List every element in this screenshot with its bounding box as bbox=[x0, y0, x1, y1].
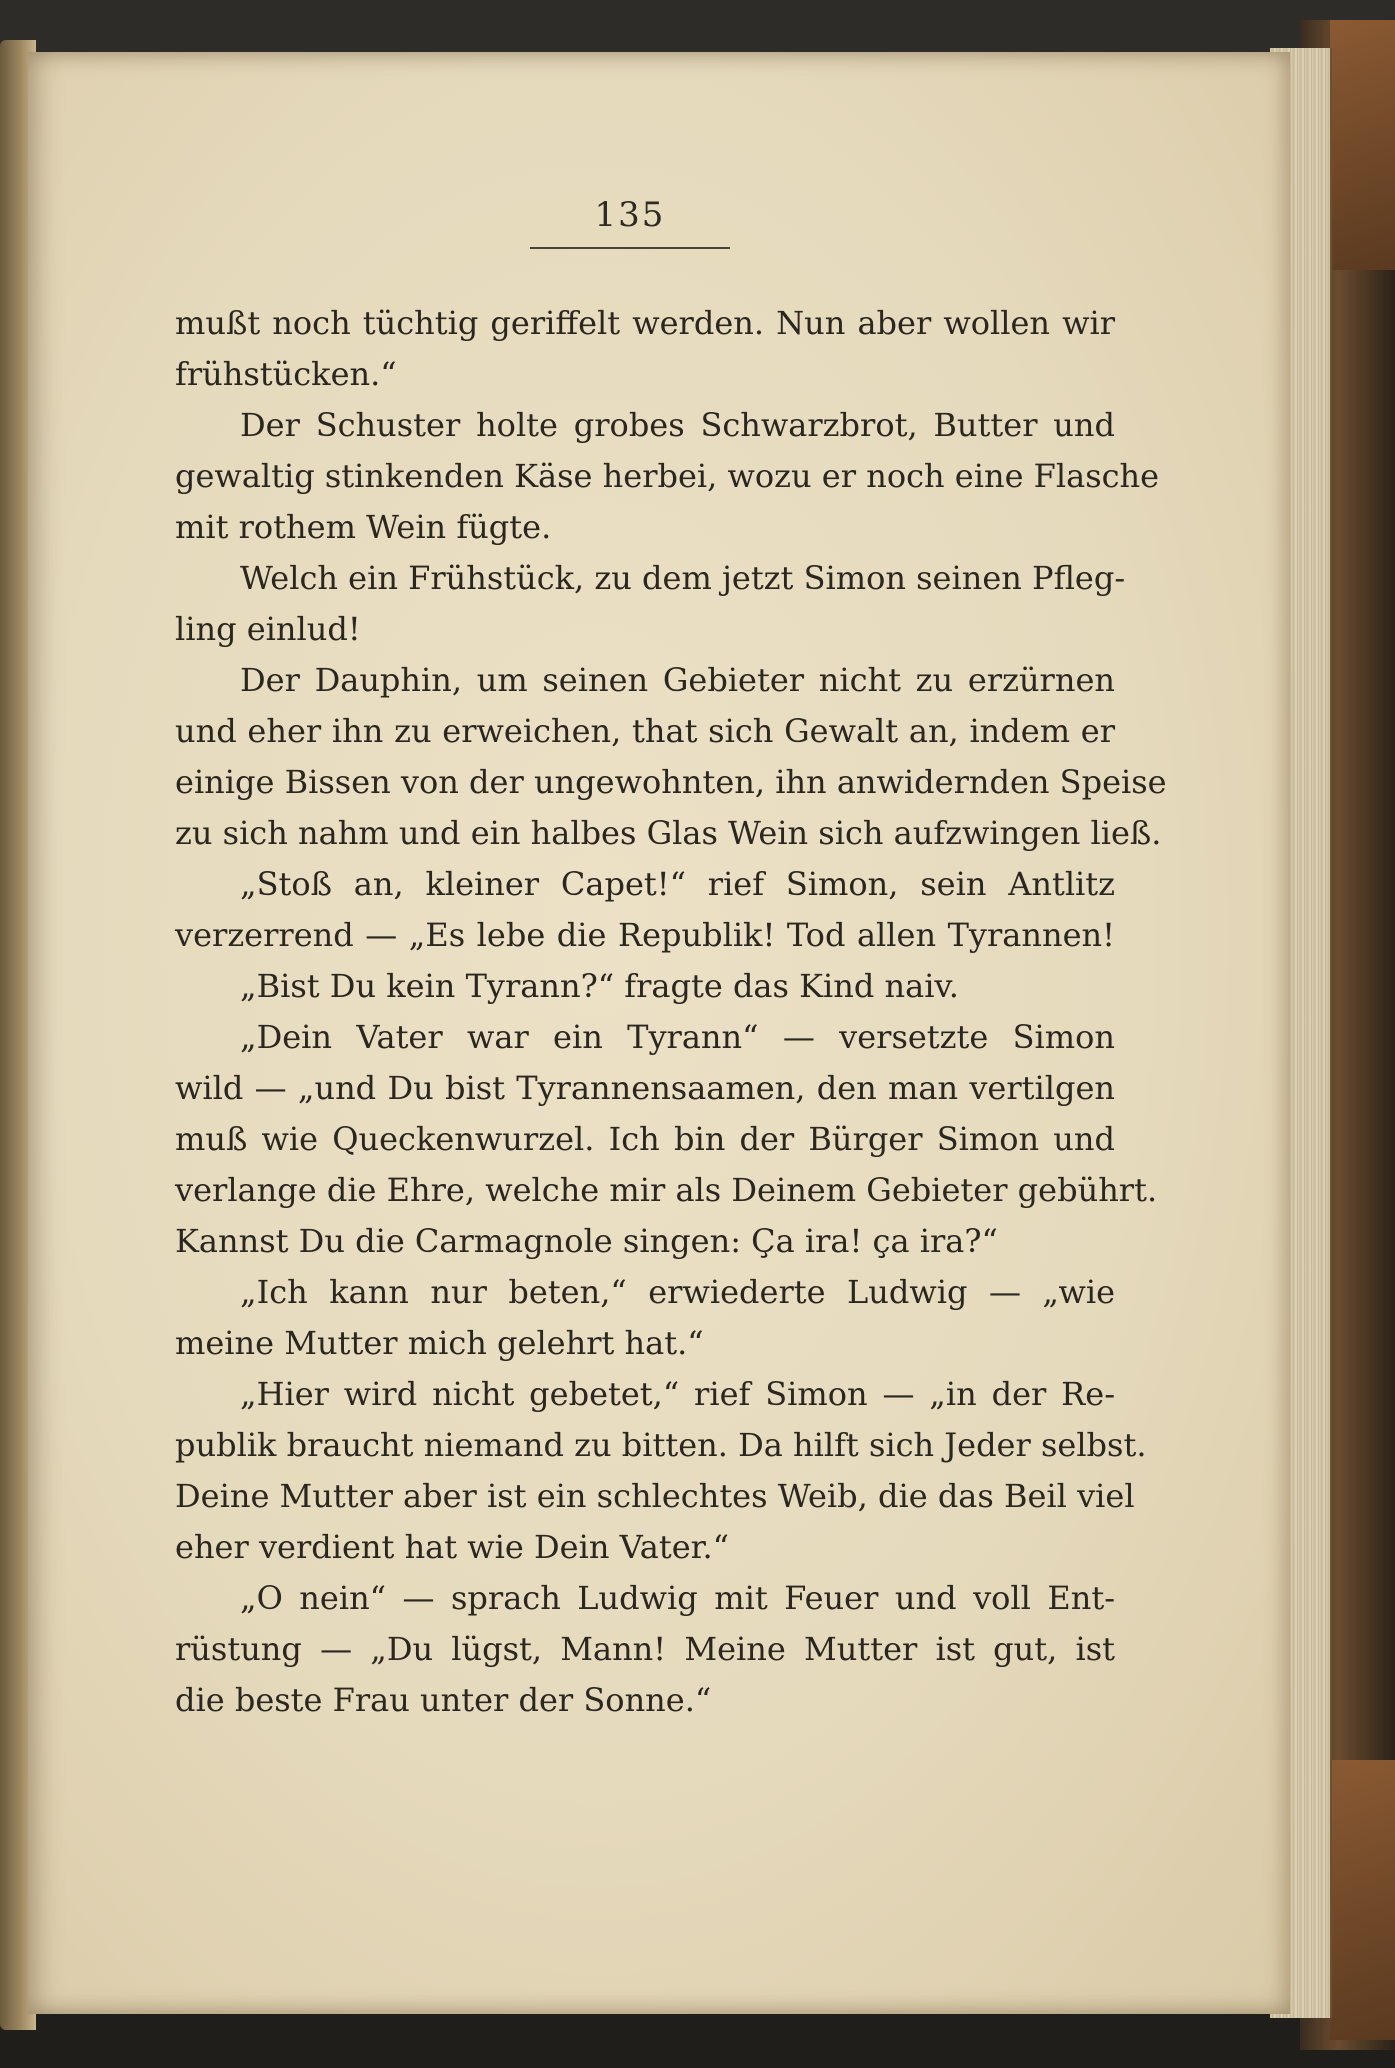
text-line: meine Mutter mich gelehrt hat.“ bbox=[175, 1324, 704, 1362]
text-line: Deine Mutter aber ist ein schlechtes Weib, die das Beil viel bbox=[175, 1477, 1135, 1515]
text-line: wild — „und Du bist Tyrannensaamen, den man vertilgen bbox=[175, 1069, 1115, 1107]
paragraph bbox=[175, 859, 1115, 961]
text-line: „O nein“ — sprach Ludwig mit Feuer und voll Ent- bbox=[240, 1579, 1115, 1617]
paragraph bbox=[175, 298, 1115, 400]
paragraph bbox=[175, 1369, 1147, 1573]
paragraph bbox=[175, 553, 1126, 655]
text-line: „Ich kann nur beten,“ erwiederte Ludwig — „wie bbox=[240, 1273, 1115, 1311]
text-line: Der Dauphin, um seinen Gebieter nicht zu erzürnen bbox=[240, 661, 1115, 699]
text-line: „Dein Vater war ein Tyrann“ — versetzte Simon bbox=[240, 1018, 1115, 1056]
page-number: 135 bbox=[594, 195, 666, 235]
text-line: einige Bissen von der ungewohnten, ihn anwidernden Speise bbox=[175, 763, 1167, 801]
text-line: und eher ihn zu erweichen, that sich Gewalt an, indem er bbox=[175, 712, 1115, 750]
text-line: „Stoß an, kleiner Capet!“ rief Simon, sein Antlitz bbox=[240, 865, 1115, 903]
text-line: mußt noch tüchtig geriffelt werden. Nun aber wollen wir bbox=[175, 304, 1115, 342]
text-line: muß wie Queckenwurzel. Ich bin der Bürger Simon und bbox=[175, 1120, 1115, 1158]
text-line: Kannst Du die Carmagnole singen: Ça ira! ça ira?“ bbox=[175, 1222, 998, 1260]
paragraph bbox=[175, 1573, 1115, 1726]
text-line: mit rothem Wein fügte. bbox=[175, 508, 552, 546]
text-line: gewaltig stinkenden Käse herbei, wozu er noch eine Flasche bbox=[175, 457, 1160, 495]
paragraph bbox=[175, 655, 1167, 859]
paragraph bbox=[175, 400, 1160, 553]
text-line: ling einlud! bbox=[175, 610, 361, 648]
cover-corner-top bbox=[1330, 20, 1395, 270]
paragraph bbox=[175, 961, 1115, 1012]
text-line: „Hier wird nicht gebetet,“ rief Simon — „in der Re- bbox=[240, 1375, 1115, 1413]
text-line: rüstung — „Du lügst, Mann! Meine Mutter ist gut, ist bbox=[175, 1630, 1115, 1668]
text-line: Der Schuster holte grobes Schwarzbrot, Butter und bbox=[240, 406, 1115, 444]
paragraph bbox=[175, 1267, 1115, 1369]
text-line: „Bist Du kein Tyrann?“ fragte das Kind naiv. bbox=[240, 967, 959, 1005]
paragraph bbox=[175, 1012, 1158, 1267]
text-line: publik braucht niemand zu bitten. Da hilft sich Jeder selbst. bbox=[175, 1426, 1147, 1464]
text-line: zu sich nahm und ein halbes Glas Wein sich aufzwingen ließ. bbox=[175, 814, 1162, 852]
text-line: frühstücken.“ bbox=[175, 355, 397, 393]
body-text bbox=[175, 298, 1167, 1726]
cover-corner-bottom bbox=[1330, 1760, 1395, 2040]
text-line: Welch ein Frühstück, zu dem jetzt Simon seinen Pfleg- bbox=[240, 559, 1126, 597]
text-line: die beste Frau unter der Sonne.“ bbox=[175, 1681, 712, 1719]
text-line: eher verdient hat wie Dein Vater.“ bbox=[175, 1528, 729, 1566]
text-line: verzerrend — „Es lebe die Republik! Tod allen Tyrannen! bbox=[175, 916, 1115, 954]
header-rule bbox=[530, 247, 730, 249]
text-line: verlange die Ehre, welche mir als Deinem Gebieter gebührt. bbox=[175, 1171, 1158, 1209]
